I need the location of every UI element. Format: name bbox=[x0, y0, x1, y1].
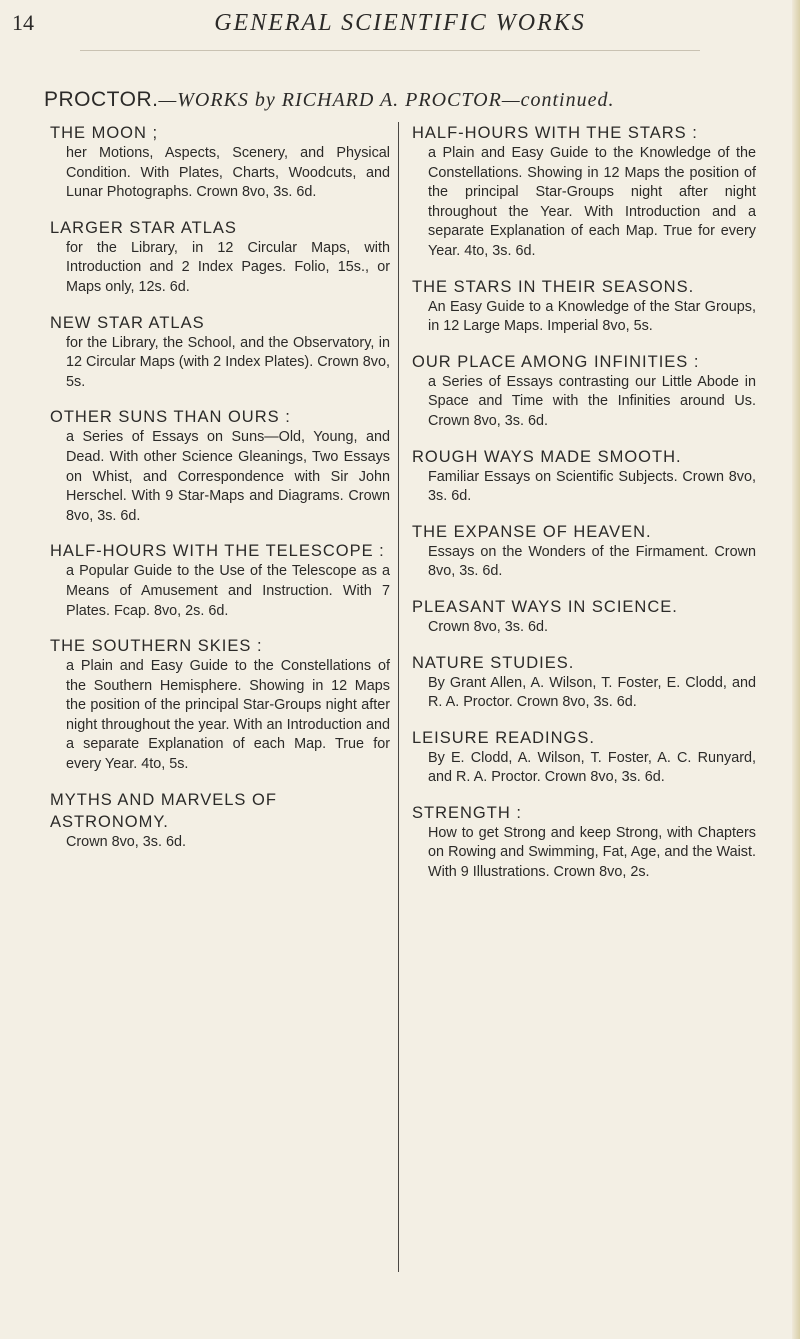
book-entry bbox=[412, 521, 756, 582]
book-description: a Plain and Easy Guide to the Constellations of the Southern Hemisphere. Showing in 12 Maps the position of the principal Star-Groups night after night throughout the year. With an Introduction and a separate Explanation of each Map. True for every Year. 4to, 5s. bbox=[66, 658, 390, 773]
book-description: By E. Clodd, A. Wilson, T. Foster, A. C. Runyard, and R. A. Proctor. Crown 8vo, 3s. 6d. bbox=[428, 749, 756, 786]
running-head: GENERAL SCIENTIFIC WORKS bbox=[214, 10, 586, 36]
book-title: STRENGTH : bbox=[412, 803, 522, 822]
book-title: NEW STAR ATLAS bbox=[50, 313, 205, 332]
book-description: a Series of Essays on Suns—Old, Young, and Dead. With other Science Gleanings, Two Essays on Whist, and Correspondence with Sir John Herschel. With 9 Star-Maps and Diagrams. Crown 8vo, 3s. 6d. bbox=[66, 429, 390, 524]
book-title: PLEASANT WAYS IN SCIENCE. bbox=[412, 597, 678, 616]
book-entry bbox=[50, 217, 390, 298]
book-description: for the Library, in 12 Circular Maps, with Introduction and 2 Index Pages. Folio, 15s., or Maps only, 12s. 6d. bbox=[66, 239, 390, 295]
book-title: HALF-HOURS WITH THE STARS : bbox=[412, 124, 698, 142]
book-title: THE MOON ; bbox=[50, 124, 159, 142]
book-title: THE STARS IN THEIR SEASONS. bbox=[412, 277, 695, 296]
book-entry bbox=[50, 406, 390, 526]
book-title: THE SOUTHERN SKIES : bbox=[50, 637, 263, 656]
book-title: MYTHS AND MARVELS OF ASTRONOMY. bbox=[50, 790, 277, 831]
book-entry bbox=[50, 312, 390, 393]
book-entry bbox=[50, 789, 390, 853]
book-entry bbox=[412, 122, 756, 262]
book-description: a Series of Essays contrasting our Little Abode in Space and Time with the Infinities around Us. Crown 8vo, 3s. 6d. bbox=[428, 373, 756, 429]
book-description: for the Library, the School, and the Observatory, in 12 Circular Maps (with 2 Index Plates). Crown 8vo, 5s. bbox=[66, 334, 390, 390]
book-entry bbox=[412, 596, 756, 638]
book-title: OTHER SUNS THAN OURS : bbox=[50, 408, 291, 427]
book-description: a Popular Guide to the Use of the Telescope as a Means of Amusement and Instruction. With 7 Plates. Fcap. 8vo, 2s. 6d. bbox=[66, 563, 390, 619]
section-author: PROCTOR. bbox=[44, 88, 159, 111]
book-entry bbox=[50, 635, 390, 775]
book-description: a Plain and Easy Guide to the Knowledge of the Constellations. Showing in 12 Maps the position of the principal Star-Groups night after night throughout the Year. With Introduction and a separate Explanation of each Map. True for every Year. 4to, 3s. 6d. bbox=[428, 145, 756, 259]
right-column bbox=[412, 122, 756, 897]
book-title: ROUGH WAYS MADE SMOOTH. bbox=[412, 447, 682, 466]
book-entry bbox=[412, 802, 756, 883]
book-entry bbox=[412, 276, 756, 337]
book-entry bbox=[412, 727, 756, 788]
section-title bbox=[44, 88, 614, 112]
book-description: Essays on the Wonders of the Firmament. Crown 8vo, 3s. 6d. bbox=[428, 543, 756, 580]
book-title: OUR PLACE AMONG INFINITIES : bbox=[412, 352, 700, 371]
book-title: LARGER STAR ATLAS bbox=[50, 218, 237, 237]
page-edge bbox=[792, 0, 800, 1339]
book-entry bbox=[412, 652, 756, 713]
header-rule bbox=[80, 50, 700, 51]
book-description: How to get Strong and keep Strong, with Chapters on Rowing and Swimming, Fat, Age, and the Waist. With 9 Illustrations. Crown 8vo, 2s. bbox=[428, 824, 756, 881]
book-title: HALF-HOURS WITH THE TELESCOPE : bbox=[50, 542, 385, 561]
book-entry bbox=[50, 122, 390, 203]
book-entry bbox=[50, 540, 390, 621]
book-description: Crown 8vo, 3s. 6d. bbox=[428, 618, 548, 635]
book-description: Crown 8vo, 3s. 6d. bbox=[66, 833, 186, 850]
page-number: 14 bbox=[12, 10, 34, 35]
book-description: her Motions, Aspects, Scenery, and Physical Condition. With Plates, Charts, Woodcuts, and Lunar Photographs. Crown 8vo, 3s. 6d. bbox=[66, 145, 390, 201]
column-divider bbox=[398, 122, 399, 1272]
section-subtitle: —WORKS by RICHARD A. PROCTOR—continued. bbox=[158, 89, 615, 111]
book-title: LEISURE READINGS. bbox=[412, 728, 595, 747]
book-description: By Grant Allen, A. Wilson, T. Foster, E. Clodd, and R. A. Proctor. Crown 8vo, 3s. 6d. bbox=[428, 674, 756, 711]
book-description: Familiar Essays on Scientific Subjects. Crown 8vo, 3s. 6d. bbox=[428, 468, 756, 505]
book-title: THE EXPANSE OF HEAVEN. bbox=[412, 522, 652, 541]
book-entry bbox=[412, 446, 756, 507]
book-description: An Easy Guide to a Knowledge of the Star Groups, in 12 Large Maps. Imperial 8vo, 5s. bbox=[428, 298, 756, 335]
left-column bbox=[50, 122, 390, 866]
book-title: NATURE STUDIES. bbox=[412, 653, 575, 672]
book-entry bbox=[412, 351, 756, 432]
